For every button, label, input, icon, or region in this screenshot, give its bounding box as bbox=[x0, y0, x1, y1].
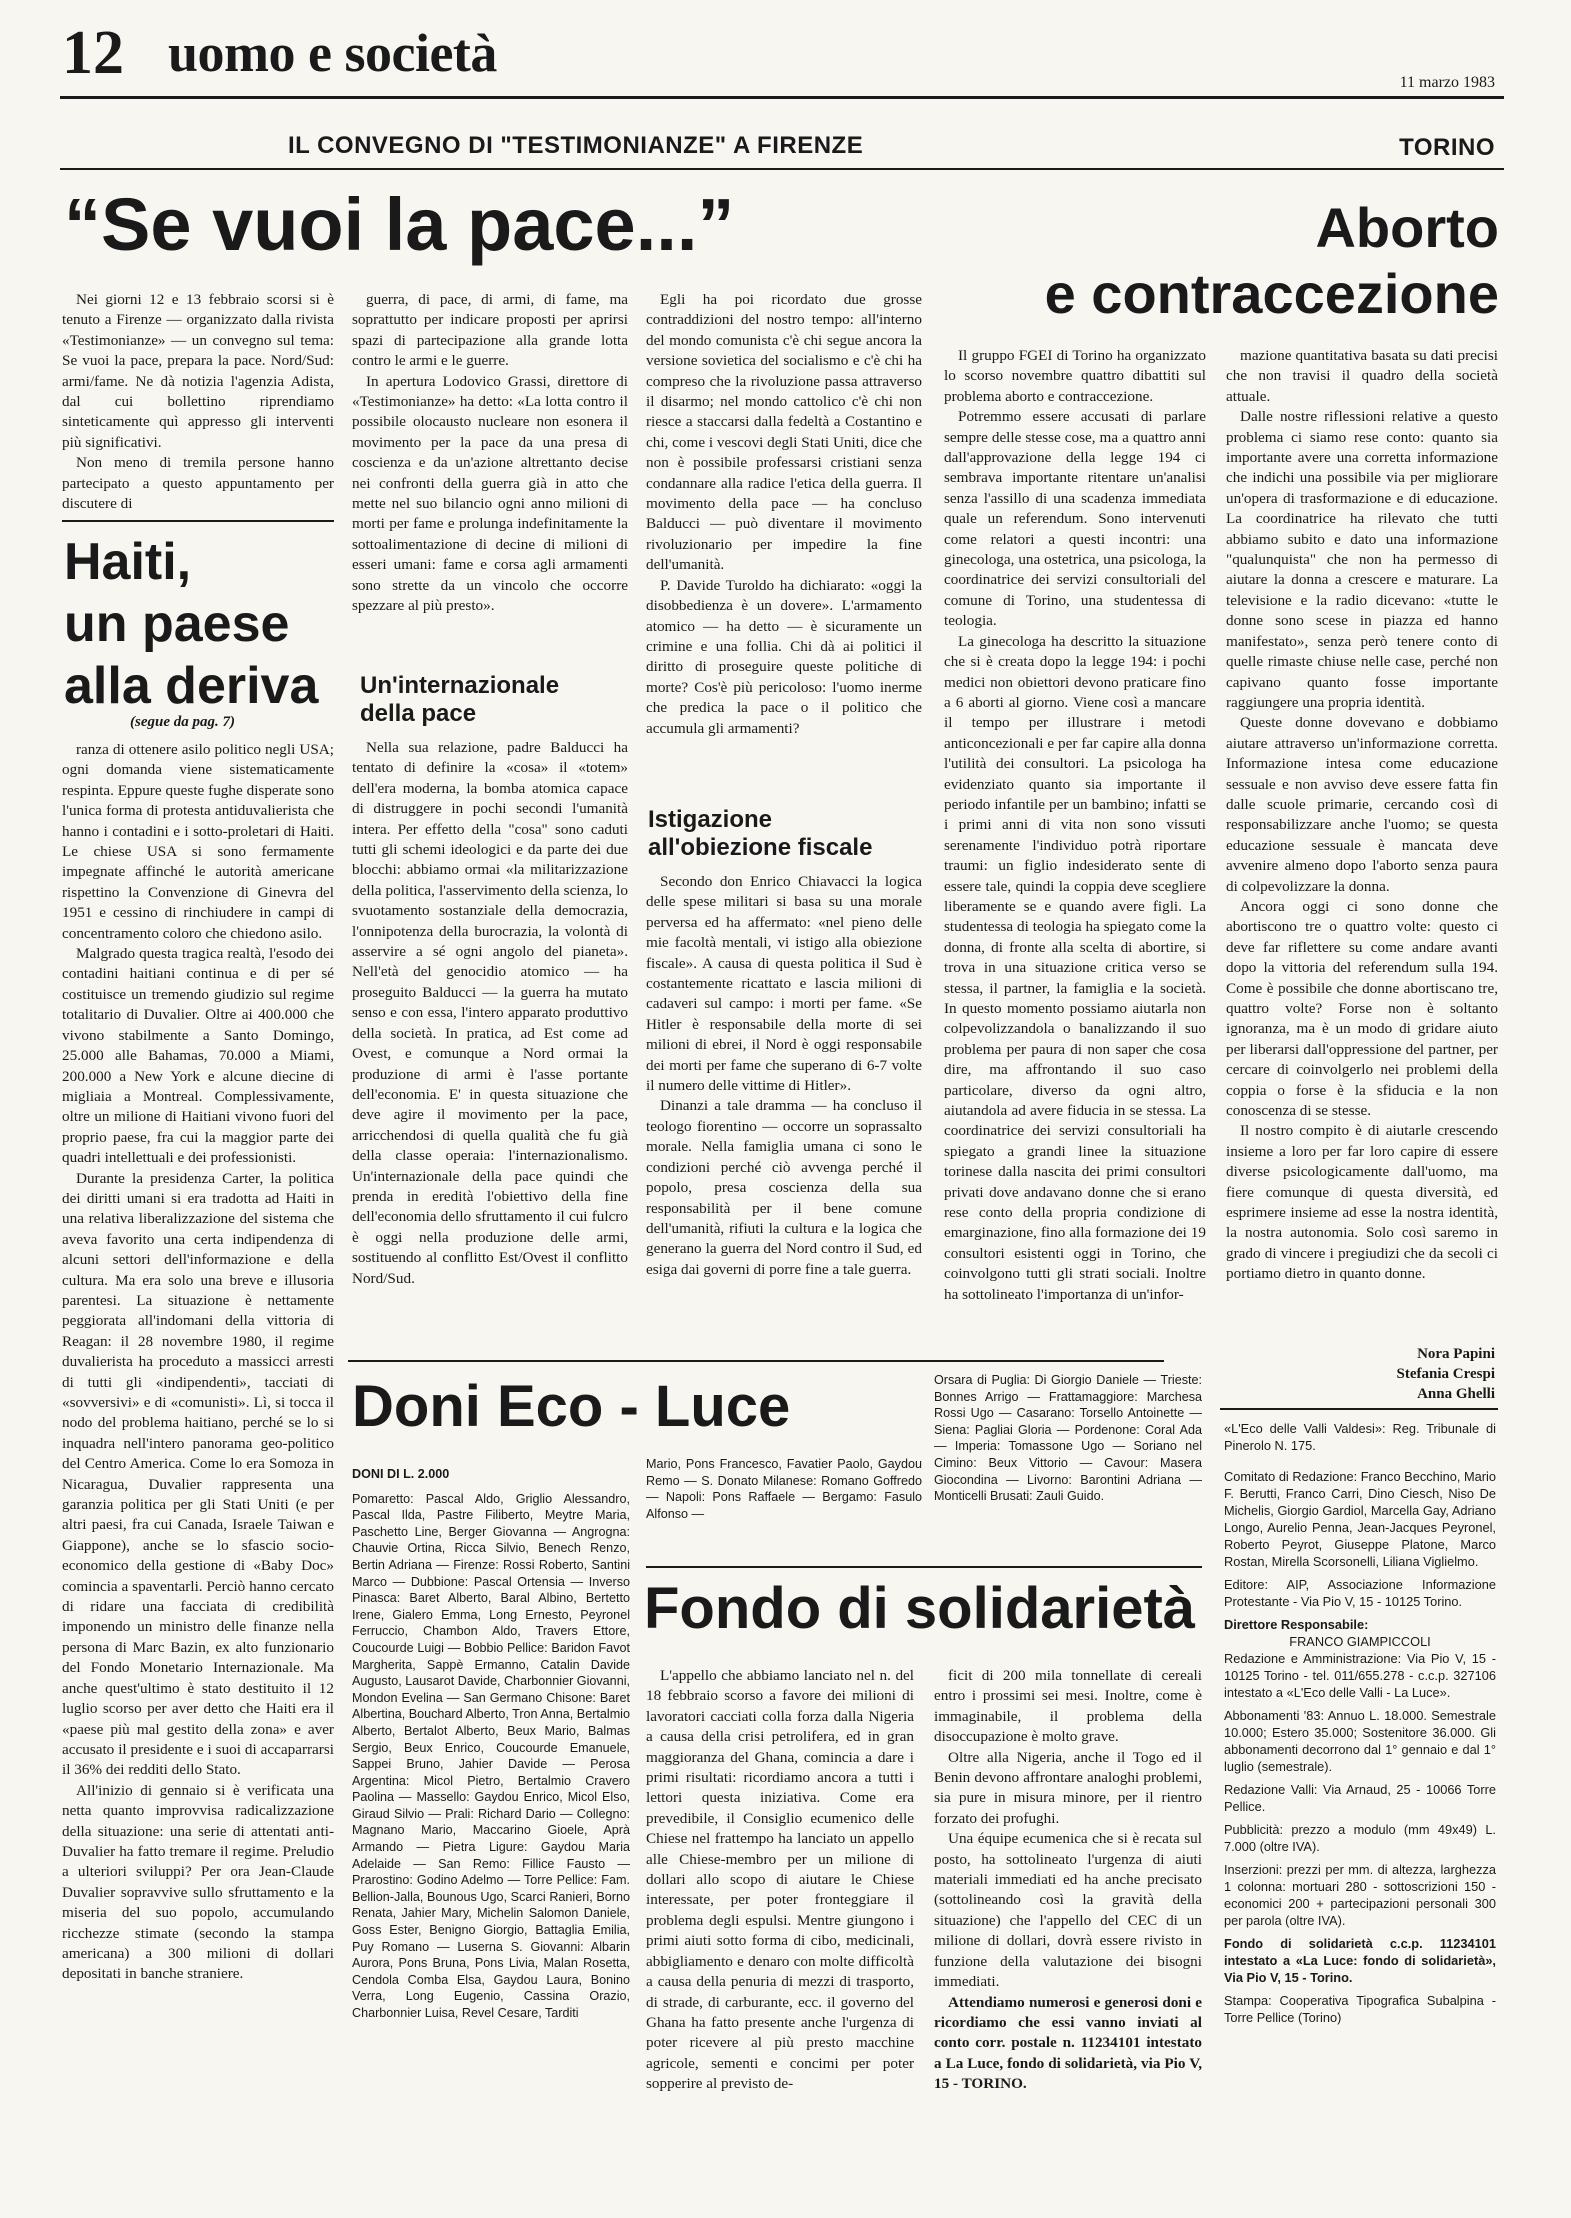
pace-col1 bbox=[62, 290, 334, 514]
doni-col3 bbox=[934, 1372, 1202, 1505]
fondo-paragraph: L'appello che abbiamo lanciato nel n. del 18 febbraio scorso a favore dei milioni di lavoratori cacciati colla forza dalla Nigeria a causa della crisi petrolifera, ed in gran maggioranza del Ghana, comincia a dare i primi risultati: ricordiamo ancora a tutti i lettori questa iniziativa. Come era prevedibile, il Consiglio ecumenico delle Chiese nel frattempo ha lanciato un appello alle Chiese-membro per un milione di dollari allo scopo di aiutare le Chiese interessate, per poter fronteggiare il problema degli espulsi. Mentre giungono i primi aiuti sotto forma di cibo, medicinali, abbigliamento e denaro con molte difficoltà a causa della penuria di mezzi di trasporto, di strade, di carburante, ecc. il governo del Ghana ha fatto presente anche l'urgenza di poter ricevere al più presto macchine agricole, sementi e concimi per poter sopperire al previsto de- bbox=[646, 1667, 914, 2093]
colophon-rule bbox=[1220, 1408, 1498, 1410]
pace-col3 bbox=[646, 290, 922, 739]
haiti-rule bbox=[62, 520, 334, 522]
pace-paragraph: P. Davide Turoldo ha dichiarato: «oggi la disobbedienza è un dovere». L'armamento atomico — ha detto — è sicuramente un crimine e una follia. Chi dà ai politici il diritto di proseguire queste politiche di morte? Cos'è più pericoloso: l'uomo inerme che predica la pace o il politico che accumula gli armamenti? bbox=[646, 576, 922, 737]
doni-col2 bbox=[646, 1456, 922, 1522]
colophon-direttore: FRANCO GIAMPICCOLI bbox=[1289, 1634, 1431, 1649]
pace-paragraph: Dinanzi a tale dramma — ha concluso il teologo fiorentino — occorre un soprassalto morale. Nella famiglia umana ci sono le condizioni perché ciò avvenga perché il popolo, presa coscienza della sua responsabilità per il bene comune dell'umanità, rifiuti la cultura e la logica che generano la guerra del Nord contro il Sud, ed esiga dai governi di porre fine a tale guerra. bbox=[646, 1097, 922, 1278]
pace-paragraph: Egli ha poi ricordato due grosse contraddizioni del nostro tempo: all'interno del mondo comunista c'è chi segue ancora la versione sovietica del socialismo e c'è chi ha compreso che la rivoluzione passa attraverso il disarmo; nel mondo cattolico c'è chi non riesce a staccarsi dalla fedeltà a Costantino e chi, come i vescovi degli Stati Uniti, dice che non è possibile professarsi cristiani senza condannare alla radice l'etica della guerra. Il movimento della pace — ha concluso Balducci — può diventare il movimento rivoluzionario per impedire la fine dell'umanità. bbox=[646, 291, 922, 574]
colophon-reg: «L'Eco delle Valli Valdesi»: Reg. Tribunale di Pinerolo N. 175. bbox=[1224, 1421, 1496, 1453]
colophon-redazione: Redazione e Amministrazione: Via Pio V, 15 - 10125 Torino - tel. 011/655.278 - c.c.p. 327106 intestato a «L'Eco delle Valli - La Luce». bbox=[1224, 1651, 1496, 1700]
aborto-col2 bbox=[1226, 346, 1498, 1285]
colophon-abbonamenti: Abbonamenti '83: Annuo L. 18.000. Semestrale 10.000; Estero 35.000; Sostenitore 36.000. Gli abbonamenti decorrono dal 1° gennaio e dal 1° luglio (semestrale). bbox=[1224, 1708, 1496, 1774]
lower-section-rule bbox=[348, 1360, 1164, 1362]
colophon-valli: Redazione Valli: Via Arnaud, 25 - 10066 Torre Pellice. bbox=[1224, 1782, 1496, 1814]
colophon-comitato: Comitato di Redazione: Franco Becchino, Mario F. Berutti, Franco Carri, Dino Ciesch, Niso De Michelis, Giorgio Gardiol, Marcella Gay, Adriano Longo, Aurelio Penna, Jean-Jacques Peyronel, Roberto Peyrot, Giuseppe Platone, Marco Rostan, Mirella Scorsonelli, Liliana Viglielmo. bbox=[1224, 1469, 1496, 1569]
pace-paragraph: guerra, di pace, di armi, di fame, ma soprattutto per indicare proposti per aprirsi spazi di partecipazione alla grande lotta contro le armi e le guerre. bbox=[352, 291, 628, 370]
pace-kicker: IL CONVEGNO DI "TESTIMONIANZE" A FIRENZE bbox=[288, 132, 864, 159]
kicker-rule bbox=[60, 168, 1504, 170]
haiti-paragraph: All'inizio di gennaio si è verificata una netta quanto improvvisa radicalizzazione della situazione: una serie di attentati anti-Duvalier ha fatto tremare il regime. Preludio a ulteriori sviluppi? Per ora Jean-Claude Duvalier sopravvive sullo sfruttamento e la miseria del suo popolo, accumulando ricchezze stimate (secondo la stampa americana) a 300 milioni di dollari depositati in banche straniere. bbox=[62, 1781, 334, 1983]
pace-paragraph: Nella sua relazione, padre Balducci ha tentato di definire la «cosa» il «totem» dell'era moderna, la bomba atomica capace di distruggere in pochi secondi l'umanità intera. Per effetto della "cosa" sono caduti tutti gli schemi ideologici e da parte dei due blocchi: abbiamo ormai «la militarizzazione della politica, l'asservimento della scienza, lo svuotamento sostanziale della democrazia, l'onnipotenza della burocrazia, la volontà di asservire a sé ogni angolo del pianeta». Nell'età del genocidio atomico — ha proseguito Balducci — la guerra ha mutato senso e con essa, l'intero apparato produttivo della società. In pratica, ad Est come ad Ovest, e comunque a Nord ormai la produzione di armi è l'asse portante dell'economia. E' in questa situazione che deve agire il movimento per la pace, arricchendosi di quella qualità che fu già della classe operaia: l'internazionalismo. Un'internazionale della pace quindi che prenda in eredità l'obiettivo della fine dell'economia dello sfruttamento il cui fulcro è oggi nella produzione delle armi, sostituendo al conflitto Est/Ovest il conflitto Nord/Sud. bbox=[352, 739, 628, 1287]
colophon-pubblicita: Pubblicità: prezzo a modulo (mm 49x49) L. 7.000 (oltre IVA). bbox=[1224, 1822, 1496, 1854]
haiti-col1 bbox=[62, 740, 334, 1985]
pace-subhead-2: Istigazione all'obiezione fiscale bbox=[648, 806, 873, 861]
aborto-paragraph: Ancora oggi ci sono donne che abortiscono tre o quattro volte: questo ci deve far riflettere su come andare avanti dopo la vittoria del referendum sulla 194. Come è possibile che donne abortiscano tre, quattro volte? Forse non è soltanto ignoranza, ma è un modo di gridare aiuto per liberarsi dall'oppressione del partner, per cercare di coinvolgerlo nei problemi della coppia o forse è la sfiducia e la non conoscenza di se stesse. bbox=[1226, 897, 1498, 1120]
doni-headline: Doni Eco - Luce bbox=[352, 1374, 791, 1439]
doni-list: Mario, Pons Francesco, Favatier Paolo, Gaydou Remo — S. Donato Milanese: Romano Goffredo — Napoli: Pons Raffaele — Bergamo: Fasulo Alfonso — bbox=[646, 1457, 922, 1521]
colophon-editore: Editore: AIP, Associazione Informazione Protestante - Via Pio V, 15 - 10125 Torino. bbox=[1224, 1577, 1496, 1609]
aborto-paragraph: Potremmo essere accusati di parlare sempre delle stesse cose, ma a quattro anni dall'approvazione della legge 194 ci sembrava importante ritentare un'analisi senza l'assillo di una scadenza immediata quale un referendum. Sono intervenuti come relatori a questi incontri: una ginecologa, una ostetrica, una psicologa, la coordinatrice dei servizi consultoriali del comune di Torino, una studentessa di teologia. bbox=[944, 408, 1206, 630]
pace-paragraph: Nei giorni 12 e 13 febbraio scorsi si è tenuto a Firenze — organizzato dalla rivista «Testimonianze» — un convegno sul tema: Se vuoi la pace, prepara la pace. Nord/Sud: armi/fame. Ne dà notizia l'agenzia Adista, dal cui bollettino riprendiamo sinteticamente quì appresso gli interventi più significativi. bbox=[62, 291, 334, 451]
pace-paragraph: In apertura Lodovico Grassi, direttore di «Testimonianze» ha detto: «La lotta contro il possibile olocausto nucleare non esonera il movimento per la pace da una presa di coscienza e da un'azione altrettanto decise nei confronti della guerra già in atto che mette nel suo bilancio ogni anno milioni di morti per fame e prolunga indefinitamente la sottoalimentazione di decine di milioni di esseri umani: fame e corsa agli armamenti sono strette da un vincolo che occorre spezzare al più presto». bbox=[352, 372, 628, 615]
pace-col2b bbox=[352, 738, 628, 1289]
pace-headline: “Se vuoi la pace...” bbox=[64, 183, 735, 266]
aborto-paragraph: mazione quantitativa basata su dati precisi che non travisi il quadro della società attuale. bbox=[1226, 347, 1498, 405]
aborto-paragraph: Dalle nostre riflessioni relative a questo problema ci siamo rese conto: quanto sia importante avere una corretta informazione che indichi una possibile via per migliorare un'opera di trasformazione e di educazione. La coordinatrice ha rilevato che tutti abbiamo subito e dato una informazione "qualunquista" che non ha permesso di aiutare la donna a crescere e maturare. La televisione e la radio dicevano: «tutte le donne sono scese in piazza ed hanno manifestato», senza però tenere conto di quelle rimaste chiuse nelle case, perché non capivano quanto fosse importante raggiungere una propria identità. bbox=[1226, 408, 1498, 711]
colophon bbox=[1224, 1420, 1496, 2026]
issue-date: 11 marzo 1983 bbox=[1399, 74, 1495, 91]
aborto-paragraph: Il nostro compito è di aiutarle crescendo insieme a loro per far loro capire di essere diverse psicologicamente dall'uomo, ma fiere comunque di questa diversità, ed esprimere insieme ad esse la nostra identità, la nostra autonomia. Solo così saremo in grado di vincere i pregiudizi che da secoli ci portiamo dietro in quanto donne. bbox=[1226, 1122, 1498, 1283]
fondo-paragraph: ficit di 200 mila tonnellate di cereali entro i prossimi sei mesi. Inoltre, come è immaginabile, il problema della disoccupazione è molto grave. bbox=[934, 1667, 1202, 1746]
fondo-col1 bbox=[646, 1666, 914, 2095]
aborto-headline-line1: Aborto bbox=[1315, 196, 1499, 259]
pace-col3b bbox=[646, 872, 922, 1280]
pace-col2 bbox=[352, 290, 628, 617]
fondo-headline: Fondo di solidarietà bbox=[644, 1576, 1196, 1641]
doni-col1-title: DONI DI L. 2.000 bbox=[352, 1467, 450, 1481]
pace-paragraph: Secondo don Enrico Chiavacci la logica delle spese militari si basa su una morale perversa ed ha affermato: «nel pieno delle mie facoltà mentali, vi istigo alla obiezione fiscale». A causa di questa politica il Sud è costantemente ricattato e lascia milioni di cadaveri sul campo: i morti per fame. «Se Hitler è responsabile della morte di sei milioni di ebrei, il Nord è oggi responsabile dei morti per fame che superano di 6-7 volte il numero delle vittime di Hitler». bbox=[646, 873, 922, 1095]
colophon-fondo: Fondo di solidarietà c.c.p. 11234101 intestato a «La Luce: fondo di solidarietà», Via Pio V, 15 - Torino. bbox=[1224, 1936, 1496, 1985]
aborto-headline-line2: e contraccezione bbox=[1044, 262, 1499, 325]
fondo-paragraph: Oltre alla Nigeria, anche il Togo ed il Benin devono affrontare analoghi problemi, sia pure in misura minore, per il rientro forzato dei profughi. bbox=[934, 1748, 1202, 1827]
masthead-rule bbox=[60, 96, 1504, 99]
haiti-paragraph: Durante la presidenza Carter, la politica dei diritti umani si era tradotta ad Haiti in una relativa liberalizzazione del sistema che aveva favorito una certa indipendenza di alcuni settori dell'informazione e della cultura. Ma era solo una breve e illusoria parentesi. La situazione è nettamente peggiorata all'indomani della vittoria di Reagan: il 28 novembre 1980, il regime duvalierista ha proceduto a massicci arresti di tutti gli «indipendenti», tacciati di «sovversivi» e di «comunisti». Lì, si tocca il nodo del problema haitiano, perché se lo si inquadra nell'intero panorama geo-politico del Centro America. Come lo era Somoza in Nicaragua, Duvalier rappresenta una garanzia politica per gli Stati Uniti (e per altri paesi, fra cui Canada, Israele Taiwan e Giappone), anche se lo sfascio socio-economico della gestione di «Baby Doc» comincia a spaventarli. Perciò hanno cercato di ridare una facciata di credibilità imponendo un ministro delle finanze nella persona di Marc Bazin, ex alto funzionario del Fondo Monetario Internazionale. Ma anche quest'ultimo è stato destituito il 12 luglio scorso per aver detto che Haiti era il «paese più mal gestito della zona» e aver accusato il presidente e i suoi di accaparrarsi il 36% dei redditi dello Stato. bbox=[62, 1169, 334, 1779]
colophon-inserzioni: Inserzioni: prezzi per mm. di altezza, larghezza 1 colonna: mortuari 280 - sottoscrizioni 150 - economici 200 + partecipazioni personali 300 per parola (oltre IVA). bbox=[1224, 1862, 1496, 1928]
signature: Anna Ghelli bbox=[1417, 1386, 1495, 1402]
haiti-headline-line1: Haiti, bbox=[64, 533, 192, 591]
doni-list: Orsara di Puglia: Di Giorgio Daniele — Trieste: Bonnes Arrigo — Frattamaggiore: Marchesa Rossi Ugo — Casarano: Torsello Antoinette — Siena: Pagliai Gloria — Pordenone: Coral Ada — Imperia: Tomassone Ugo — Soriano nel Cimino: Beux Vittorio — Cavour: Masera Giocondina — Livorno: Barontini Adriana — Monticelli Brusati: Zauli Guido. bbox=[934, 1373, 1202, 1504]
fondo-paragraph: Attendiamo numerosi e generosi doni e ricordiamo che essi vanno inviati al conto corr. postale n. 11234101 intestato a La Luce, fondo di solidarietà, via Pio V, 15 - TORINO. bbox=[934, 1993, 1202, 2093]
aborto-paragraph: Il gruppo FGEI di Torino ha organizzato lo scorso novembre quattro dibattiti sul problema aborto e contraccezione. bbox=[944, 347, 1206, 405]
signature: Nora Papini bbox=[1417, 1346, 1495, 1362]
aborto-kicker: TORINO bbox=[1399, 134, 1495, 161]
fondo-paragraph: Una équipe ecumenica che si è recata sul posto, ha sottolineato l'urgenza di aiuti materiali immediati ed ha anche precisato (sottolineando così la gravità della situazione) che l'appello del CEC di un milione di dollari, dovrà essere rivisto in funzione della valutazione dei bisogni immediati. bbox=[934, 1830, 1202, 1991]
haiti-paragraph: ranza di ottenere asilo politico negli USA; ogni domanda viene sistematicamente respinta. Eppure queste fughe disperate sono l'unica forma di protesta antiduvalierista che hanno i contadini e i sotto-proletari di Haiti. Le chiese USA si sono fermamente impegnate affinché le autorità americane rispettino la Convenzione di Ginevra del 1951 e cessino di rinchiudere in campi di concentramento coloro che chiedono asilo. bbox=[62, 741, 334, 942]
aborto-paragraph: Queste donne dovevano e dobbiamo aiutare attraverso un'informazione corretta. Informazione intesa come educazione sessuale e non avviso deve essere fatta fin dalle scuole primarie, cercando così di responsabilizzare anche l'uomo; se questa educazione sessuale è mancata deve avvenire almeno dopo l'aborto senza paura di colpevolizzare la donna. bbox=[1226, 714, 1498, 895]
pace-paragraph: Non meno di tremila persone hanno partecipato a questo appuntamento per discutere di bbox=[62, 454, 334, 513]
page-number: 12 bbox=[62, 19, 124, 87]
haiti-paragraph: Malgrado questa tragica realtà, l'esodo dei contadini haitiani continua e di per sé costituisce un tremendo giudizio sul regime totalitario di Duvalier. Oltre ai 400.000 che vivono stabilmente a Santo Domingo, 25.000 alle Bahamas, 70.000 a Miami, 200.000 a New York e alcune diecine di migliaia a Montreal. Complessivamente, oltre un milione di Haitiani vivono fuori del proprio paese, fra cui la maggior parte dei quadri intellettuali e dei professionisti. bbox=[62, 945, 334, 1167]
fondo-col2 bbox=[934, 1666, 1202, 2095]
colophon-direttore-label: Direttore Responsabile: bbox=[1224, 1617, 1369, 1632]
aborto-signatures bbox=[1235, 1344, 1495, 1404]
signature: Stefania Crespi bbox=[1396, 1366, 1495, 1382]
aborto-col1 bbox=[944, 346, 1206, 1305]
haiti-headline-line3: alla deriva bbox=[64, 657, 319, 715]
aborto-paragraph: La ginecologa ha descritto la situazione che si è creata dopo la legge 194: i pochi medici non obiettori devono praticare fino a 6 aborti al giorno. Viene così a mancare il tempo per illustrare i metodi anticoncezionali e per far capire alla donna l'utilità dei consultori. La psicologa ha evidenziato quanto sia importante il periodo infantile per un bambino; infatti se i primi anni di vita non sono vissuti serenamente l'individuo potrà riportare traumi: un figlio indesiderato sente di essere tale, quindi la coppia deve scegliere liberamente se e quando avere figli. La studentessa di teologia ha spiegato come la donna, di fronte alla scelta di abortire, si trova in una situazione critica verso se stessa, il partner, la famiglia e la società. In questo momento possiamo aiutarla non colpevolizzandola o banalizzando il suo problema per paura di non saper che cosa dire, ma affrontando il suo caso particolare, diverso da ogni altro, aiutandola ad avere fiducia in se stessa. La coordinatrice dei servizi consultoriali ha spiegato a grandi linee la situazione torinese dalla nascita dei primi consultori privati dove andavano donne che si erano rese conto della propria condizione di emarginazione, fino alla formazione dei 19 consultori esistenti oggi in Torino, che coinvolgono tutti gli strati sociali. Inoltre ha sottolineato l'importanza di un'infor- bbox=[944, 632, 1206, 1303]
section-title: uomo e società bbox=[168, 23, 497, 83]
doni-col1 bbox=[352, 1466, 630, 2022]
doni-list: Pomaretto: Pascal Aldo, Griglio Alessandro, Pascal Ilda, Pastre Filiberto, Meytre Maria, Paschetto Line, Berger Giovanna — Angrogna: Chauvie Ortina, Ricca Silvio, Benech Renzo, Bertin Adriana — Firenze: Rossi Roberto, Santini Marco — Dubbione: Pascal Ortensia — Inverso Pinasca: Baret Alberto, Baral Albino, Bertetto Irene, Gialero Emma, Long Ernesto, Peyronel Ferruccio, Chambon Aldo, Travers Ettore, Coucourde Luigi — Bobbio Pellice: Baridon Favot Margherita, Sappè Ermanno, Catalin Davide Augusto, Lausarot Davide, Charbonnier Giovanni, Mondon Evelina — San Germano Chisone: Baret Albertina, Bouchard Alberto, Tron Anna, Bertalmio Alberto, Bertalot Alberto, Beux Mario, Balmas Sergio, Beux Enrico, Coucourde Emanuele, Sappei Bruno, Jahier Davide — Perosa Argentina: Micol Pietro, Bertalmio Cravero Paolina — Massello: Gaydou Enrico, Micol Elso, Giraud Silvio — Prali: Richard Dario — Collegno: Magnano Mario, Maccarino Gioele, Aprà Armando — Pietra Ligure: Gaydou Maria Adelaide — San Remo: Fillice Fausto — Prarostino: Godino Adelmo — Torre Pellice: Fam. Bellion-Jalla, Bounous Ugo, Scarci Ranieri, Borno Renata, Jahier Mary, Michelin Salomon Daniele, Goss Ester, Benigno Giorgio, Battaglia Emilia, Puy Romano — Luserna S. Giovanni: Albarin Aurora, Pons Bruna, Pons Livia, Malan Rosetta, Cendola Comba Elsa, Gaydou Laura, Bonino Verra, Long Eugenio, Cassina Orazio, Charbonnier Luisa, Revel Cesare, Tarditi bbox=[352, 1491, 630, 2020]
haiti-headline-line2: un paese bbox=[64, 595, 290, 653]
fondo-rule bbox=[646, 1566, 1202, 1568]
haiti-continued: (segue da pag. 7) bbox=[130, 714, 235, 730]
colophon-stampa: Stampa: Cooperativa Tipografica Subalpina - Torre Pellice (Torino) bbox=[1224, 1993, 1496, 2025]
pace-subhead-1: Un'internazionale della pace bbox=[360, 672, 560, 727]
